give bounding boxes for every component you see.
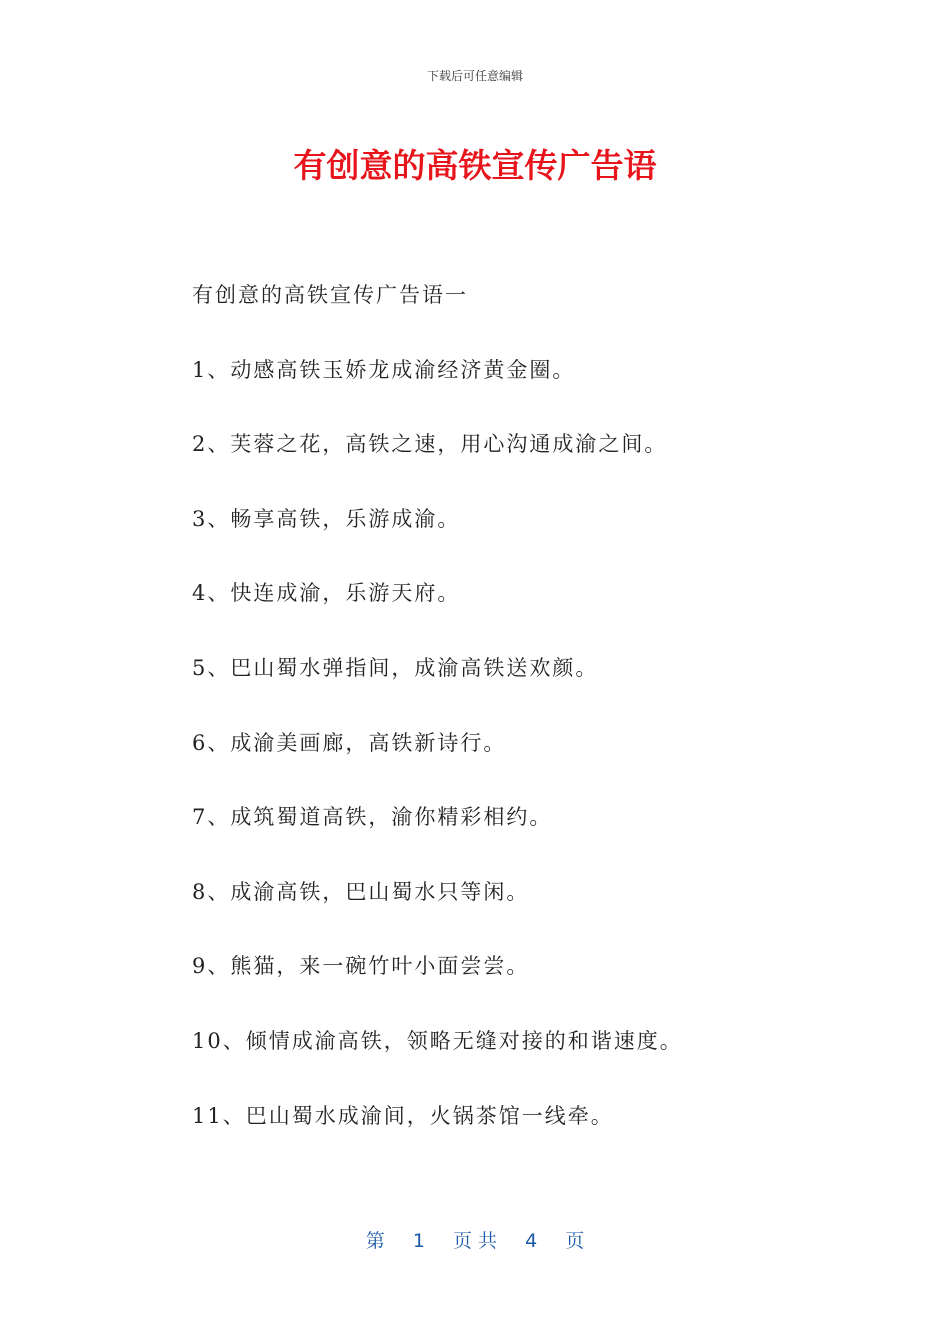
slogan-item: 2、芙蓉之花，高铁之速，用心沟通成渝之间。 [192,432,668,457]
document-title: 有创意的高铁宣传广告语 [293,146,657,185]
document-body [192,280,892,1175]
footer-middle: 页 共 [452,1230,498,1252]
slogan-item: 10、倾情成渝高铁，领略无缝对接的和谐速度。 [192,1028,683,1053]
current-page-number: 1 [412,1230,425,1252]
header-note: 下载后可任意编辑 [426,69,523,83]
slogan-item: 8、成渝高铁，巴山蜀水只等闲。 [192,879,530,904]
slogan-item: 3、畅享高铁，乐游成渝。 [192,506,461,531]
footer-suffix: 页 [565,1230,585,1252]
slogan-item: 5、巴山蜀水弹指间，成渝高铁送欢颜。 [192,655,599,680]
footer-prefix: 第 [365,1230,385,1252]
slogan-item: 4、快连成渝，乐游天府。 [192,581,461,606]
page-footer [0,1226,950,1253]
total-pages-number: 4 [525,1230,538,1252]
section-heading: 有创意的高铁宣传广告语一 [192,283,468,307]
slogan-item: 6、成渝美画廊，高铁新诗行。 [192,730,507,755]
slogan-item: 1、动感高铁玉娇龙成渝经济黄金圈。 [192,357,576,382]
slogan-item: 11、巴山蜀水成渝间，火锅茶馆一线牵。 [192,1103,614,1128]
slogan-item: 7、成筑蜀道高铁，渝你精彩相约。 [192,805,553,830]
slogan-item: 9、熊猫，来一碗竹叶小面尝尝。 [192,954,530,979]
